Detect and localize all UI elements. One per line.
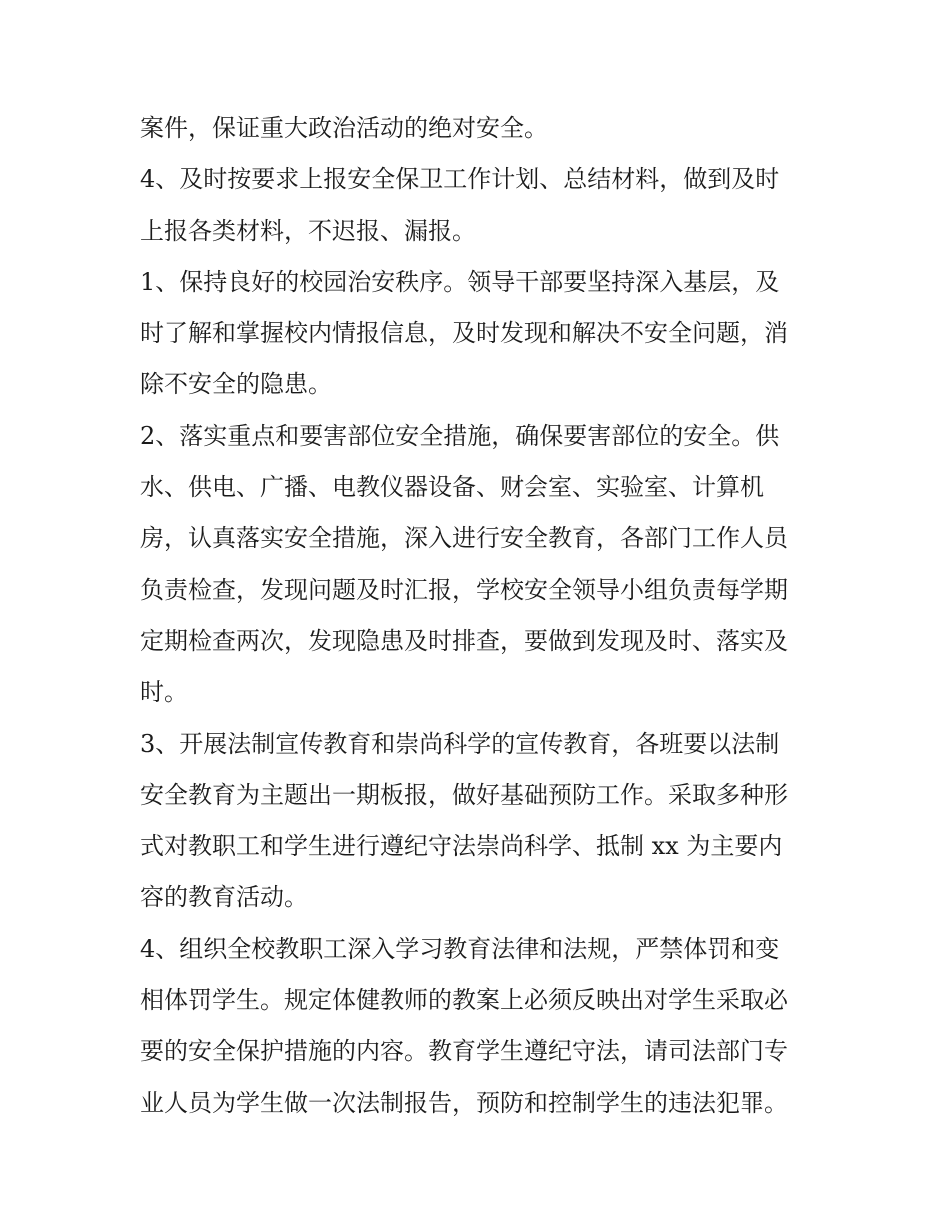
text-line: 4、组织全校教职工深入学习教育法律和法规，严禁体罚和变 [140, 934, 780, 963]
text-line: 1、保持良好的校园治安秩序。领导干部要坚持深入基层，及 [140, 267, 780, 296]
text-line: 3、开展法制宣传教育和崇尚科学的宣传教育，各班要以法制 [140, 729, 780, 758]
text-line: 相体罚学生。规定体健教师的教案上必须反映出对学生采取必 [140, 986, 788, 1015]
text-line: 业人员为学生做一次法制报告，预防和控制学生的违法犯罪。 [140, 1088, 788, 1117]
text-line: 安全教育为主题出一期板报，做好基础预防工作。采取多种形 [140, 780, 788, 809]
text-line: 式对教职工和学生进行遵纪守法崇尚科学、抵制 xx 为主要内 [140, 832, 783, 861]
text-line: 2、落实重点和要害部位安全措施，确保要害部位的安全。供 [140, 421, 780, 450]
text-line: 水、供电、广播、电教仪器设备、财会室、实验室、计算机 [140, 473, 764, 502]
text-line: 要的安全保护措施的内容。教育学生遵纪守法，请司法部门专 [140, 1037, 788, 1066]
text-line: 定期检查两次，发现隐患及时排查，要做到发现及时、落实及 [140, 626, 788, 655]
document-body [140, 103, 820, 1129]
text-line: 案件，保证重大政治活动的绝对安全。 [140, 114, 548, 142]
text-line: 除不安全的隐患。 [140, 370, 332, 399]
text-line: 4、及时按要求上报安全保卫工作计划、总结材料，做到及时 [140, 165, 780, 194]
text-line: 容的教育活动。 [140, 883, 308, 912]
text-line: 时。 [140, 678, 188, 707]
text-line: 时了解和掌握校内情报信息，及时发现和解决不安全问题，消 [140, 319, 788, 348]
text-line: 上报各类材料，不迟报、漏报。 [140, 216, 476, 245]
text-line: 负责检查，发现问题及时汇报，学校安全领导小组负责每学期 [140, 575, 788, 604]
text-line: 房，认真落实安全措施，深入进行安全教育，各部门工作人员 [140, 524, 788, 553]
